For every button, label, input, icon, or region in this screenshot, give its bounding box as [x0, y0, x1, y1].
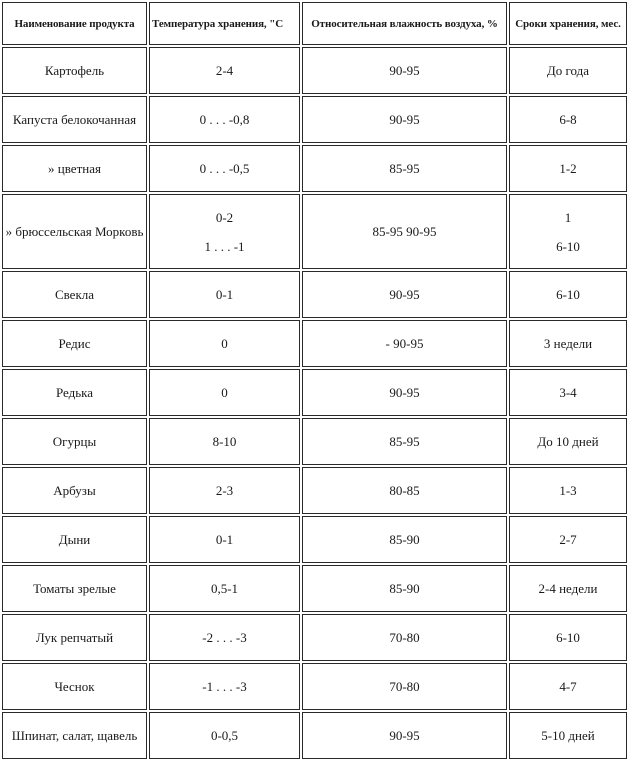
table-row: [2, 320, 627, 367]
temperature-value: 1 . . . -1: [204, 238, 245, 254]
header-humidity: Относительная влажность воздуха, %: [302, 2, 507, 45]
humidity-cell: 70-80: [302, 614, 507, 661]
term-value: 6-10: [556, 238, 580, 254]
term-cell: 4-7: [509, 663, 627, 710]
term-cell: 1-2: [509, 145, 627, 192]
product-cell: Редька: [2, 369, 147, 416]
humidity-cell: 85-95 90-95: [302, 194, 507, 269]
header-product: Наименование продукта: [2, 2, 147, 45]
temperature-cell: 0-0,5: [149, 712, 300, 759]
temperature-cell: 0-1: [149, 271, 300, 318]
product-cell: Огурцы: [2, 418, 147, 465]
table-row: [2, 516, 627, 563]
product-cell: Капуста белокочанная: [2, 96, 147, 143]
product-cell: Арбузы: [2, 467, 147, 514]
product-cell: » брюссельская Морковь: [2, 194, 147, 269]
product-cell: Свекла: [2, 271, 147, 318]
table-row: [2, 47, 627, 94]
table-row: [2, 663, 627, 710]
humidity-cell: 85-90: [302, 565, 507, 612]
term-cell: 5-10 дней: [509, 712, 627, 759]
humidity-cell: 90-95: [302, 47, 507, 94]
temperature-cell: 8-10: [149, 418, 300, 465]
humidity-cell: 90-95: [302, 712, 507, 759]
term-cell: 2-7: [509, 516, 627, 563]
temperature-cell: 0: [149, 369, 300, 416]
header-term: Сроки хранения, мес.: [509, 2, 627, 45]
term-cell: [509, 194, 627, 269]
temperature-value: 0-2: [215, 209, 234, 225]
humidity-cell: 85-95: [302, 145, 507, 192]
humidity-cell: 85-95: [302, 418, 507, 465]
header-row: [2, 2, 627, 45]
product-cell: Редис: [2, 320, 147, 367]
table-row: [2, 194, 627, 269]
term-cell: 6-10: [509, 614, 627, 661]
term-cell: 2-4 недели: [509, 565, 627, 612]
temperature-cell: -2 . . . -3: [149, 614, 300, 661]
product-cell: Картофель: [2, 47, 147, 94]
temperature-cell: [149, 194, 300, 269]
term-cell: До года: [509, 47, 627, 94]
table-row: [2, 712, 627, 759]
humidity-cell: 90-95: [302, 96, 507, 143]
term-value: 1: [564, 209, 572, 225]
humidity-cell: 80-85: [302, 467, 507, 514]
temperature-cell: 2-4: [149, 47, 300, 94]
humidity-cell: 90-95: [302, 369, 507, 416]
table-row: [2, 271, 627, 318]
humidity-cell: 90-95: [302, 271, 507, 318]
product-cell: Шпинат, салат, щавель: [2, 712, 147, 759]
table-row: [2, 467, 627, 514]
table-row: [2, 369, 627, 416]
product-cell: » цветная: [2, 145, 147, 192]
product-cell: Лук репчатый: [2, 614, 147, 661]
temperature-cell: 0: [149, 320, 300, 367]
temperature-cell: -1 . . . -3: [149, 663, 300, 710]
humidity-cell: - 90-95: [302, 320, 507, 367]
humidity-cell: 85-90: [302, 516, 507, 563]
term-cell: 3-4: [509, 369, 627, 416]
table-row: [2, 145, 627, 192]
table-row: [2, 96, 627, 143]
term-cell: До 10 дней: [509, 418, 627, 465]
table-row: [2, 614, 627, 661]
humidity-cell: 70-80: [302, 663, 507, 710]
product-cell: Чеснок: [2, 663, 147, 710]
table-row: [2, 418, 627, 465]
term-cell: 6-10: [509, 271, 627, 318]
table-row: [2, 565, 627, 612]
header-temperature: Температура хранения, "С: [149, 2, 300, 45]
term-cell: 6-8: [509, 96, 627, 143]
temperature-cell: 0 . . . -0,5: [149, 145, 300, 192]
temperature-cell: 0-1: [149, 516, 300, 563]
product-cell: Томаты зрелые: [2, 565, 147, 612]
term-cell: 1-3: [509, 467, 627, 514]
temperature-cell: 0 . . . -0,8: [149, 96, 300, 143]
temperature-cell: 2-3: [149, 467, 300, 514]
temperature-cell: 0,5-1: [149, 565, 300, 612]
term-cell: 3 недели: [509, 320, 627, 367]
product-cell: Дыни: [2, 516, 147, 563]
